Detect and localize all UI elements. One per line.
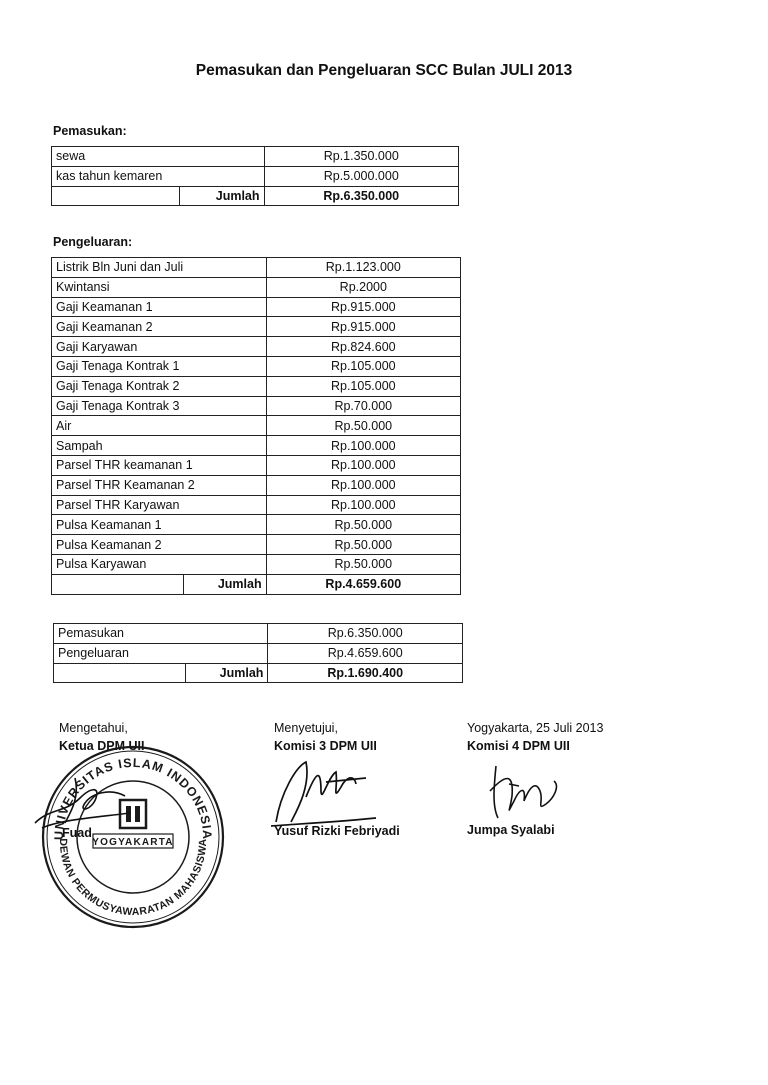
- expense-amount: Rp.50.000: [266, 416, 460, 436]
- summary-amount: Rp.4.659.600: [268, 643, 463, 663]
- expense-amount: Rp.1.123.000: [266, 258, 460, 278]
- expense-row: [52, 277, 461, 297]
- signature-right-role: Komisi 4 DPM UII: [467, 739, 570, 753]
- expense-item: Gaji Keamanan 2: [52, 317, 267, 337]
- summary-total-amount: Rp.1.690.400: [268, 663, 463, 683]
- expense-row: [52, 535, 461, 555]
- signature-left-role: Ketua DPM UII: [59, 739, 145, 753]
- expense-row: [52, 554, 461, 574]
- signature-middle-scribble-icon: [266, 752, 386, 832]
- stamp-top-text: UNIVERSITAS ISLAM INDONESIA: [51, 755, 215, 841]
- summary-total-label: Jumlah: [185, 663, 268, 683]
- income-row: [52, 147, 459, 167]
- expense-item: Parsel THR Keamanan 2: [52, 475, 267, 495]
- signature-middle: [274, 721, 377, 753]
- income-row: [52, 166, 459, 186]
- expense-item: Kwintansi: [52, 277, 267, 297]
- expense-item: Gaji Tenaga Kontrak 3: [52, 396, 267, 416]
- expense-row: [52, 475, 461, 495]
- expense-row: [52, 416, 461, 436]
- stamp-center-text: YOGYAKARTA: [92, 837, 174, 848]
- summary-row: [54, 643, 463, 663]
- expense-row: [52, 258, 461, 278]
- expense-amount: Rp.915.000: [266, 297, 460, 317]
- summary-table: [53, 623, 463, 683]
- expense-amount: Rp.70.000: [266, 396, 460, 416]
- income-item: kas tahun kemaren: [52, 166, 265, 186]
- signature-right: [467, 721, 603, 753]
- signature-middle-role: Komisi 3 DPM UII: [274, 739, 377, 753]
- expense-amount: Rp.100.000: [266, 436, 460, 456]
- expense-item: Gaji Tenaga Kontrak 1: [52, 356, 267, 376]
- expense-total-row: [52, 574, 461, 594]
- expense-item: Parsel THR keamanan 1: [52, 455, 267, 475]
- document-title: Pemasukan dan Pengeluaran SCC Bulan JULI 2013: [195, 62, 573, 79]
- expense-amount: Rp.100.000: [266, 455, 460, 475]
- income-amount: Rp.1.350.000: [264, 147, 458, 167]
- expense-amount: Rp.105.000: [266, 356, 460, 376]
- signature-middle-heading: Menyetujui,: [274, 721, 338, 735]
- expense-item: Pulsa Keamanan 1: [52, 515, 267, 535]
- signature-left-scribble-icon: [30, 768, 140, 838]
- expense-item: Gaji Karyawan: [52, 337, 267, 357]
- expense-item: Listrik Bln Juni dan Juli: [52, 258, 267, 278]
- signature-right-scribble-icon: [484, 756, 574, 826]
- summary-row: [54, 624, 463, 644]
- income-total-amount: Rp.6.350.000: [264, 186, 458, 206]
- income-total-label: Jumlah: [179, 186, 264, 206]
- summary-total-row: [54, 663, 463, 683]
- summary-total-blank: [54, 663, 186, 683]
- expense-row: [52, 337, 461, 357]
- income-total-blank: [52, 186, 180, 206]
- expense-item: Pulsa Karyawan: [52, 554, 267, 574]
- expense-amount: Rp.50.000: [266, 515, 460, 535]
- expense-amount: Rp.50.000: [266, 554, 460, 574]
- expense-item: Gaji Tenaga Kontrak 2: [52, 376, 267, 396]
- income-table: [51, 146, 459, 206]
- summary-item: Pemasukan: [54, 624, 268, 644]
- expense-amount: Rp.100.000: [266, 495, 460, 515]
- stamp-bottom-text: DEWAN PERMUSYAWARATAN MAHASISWA: [56, 838, 210, 919]
- expense-table: [51, 257, 461, 595]
- svg-text:DEWAN PERMUSYAWARATAN MAHASISW: [57, 838, 209, 918]
- income-amount: Rp.5.000.000: [264, 166, 458, 186]
- expense-item: Parsel THR Karyawan: [52, 495, 267, 515]
- expense-amount: Rp.50.000: [266, 535, 460, 555]
- expense-row: [52, 297, 461, 317]
- expense-total-amount: Rp.4.659.600: [266, 574, 460, 594]
- expense-amount: Rp.100.000: [266, 475, 460, 495]
- income-total-row: [52, 186, 459, 206]
- expense-total-blank: [52, 574, 184, 594]
- expense-item: Gaji Keamanan 1: [52, 297, 267, 317]
- expense-item: Pulsa Keamanan 2: [52, 535, 267, 555]
- expense-section-label: Pengeluaran:: [53, 235, 133, 249]
- signature-middle-name: Yusuf Rizki Febriyadi: [274, 824, 400, 838]
- expense-row: [52, 436, 461, 456]
- income-item: sewa: [52, 147, 265, 167]
- summary-item: Pengeluaran: [54, 643, 268, 663]
- expense-total-label: Jumlah: [183, 574, 266, 594]
- expense-amount: Rp.105.000: [266, 376, 460, 396]
- expense-row: [52, 396, 461, 416]
- expense-item: Sampah: [52, 436, 267, 456]
- expense-row: [52, 515, 461, 535]
- expense-row: [52, 356, 461, 376]
- expense-item: Air: [52, 416, 267, 436]
- expense-row: [52, 455, 461, 475]
- income-section-label: Pemasukan:: [53, 124, 127, 138]
- expense-amount: Rp.2000: [266, 277, 460, 297]
- expense-amount: Rp.824.600: [266, 337, 460, 357]
- expense-row: [52, 317, 461, 337]
- expense-row: [52, 376, 461, 396]
- signature-right-name: Jumpa Syalabi: [467, 823, 555, 837]
- summary-amount: Rp.6.350.000: [268, 624, 463, 644]
- signature-right-heading: Yogyakarta, 25 Juli 2013: [467, 721, 604, 735]
- signature-left-name: Fuad: [62, 826, 92, 840]
- expense-amount: Rp.915.000: [266, 317, 460, 337]
- expense-row: [52, 495, 461, 515]
- signature-left-heading: Mengetahui,: [59, 721, 128, 735]
